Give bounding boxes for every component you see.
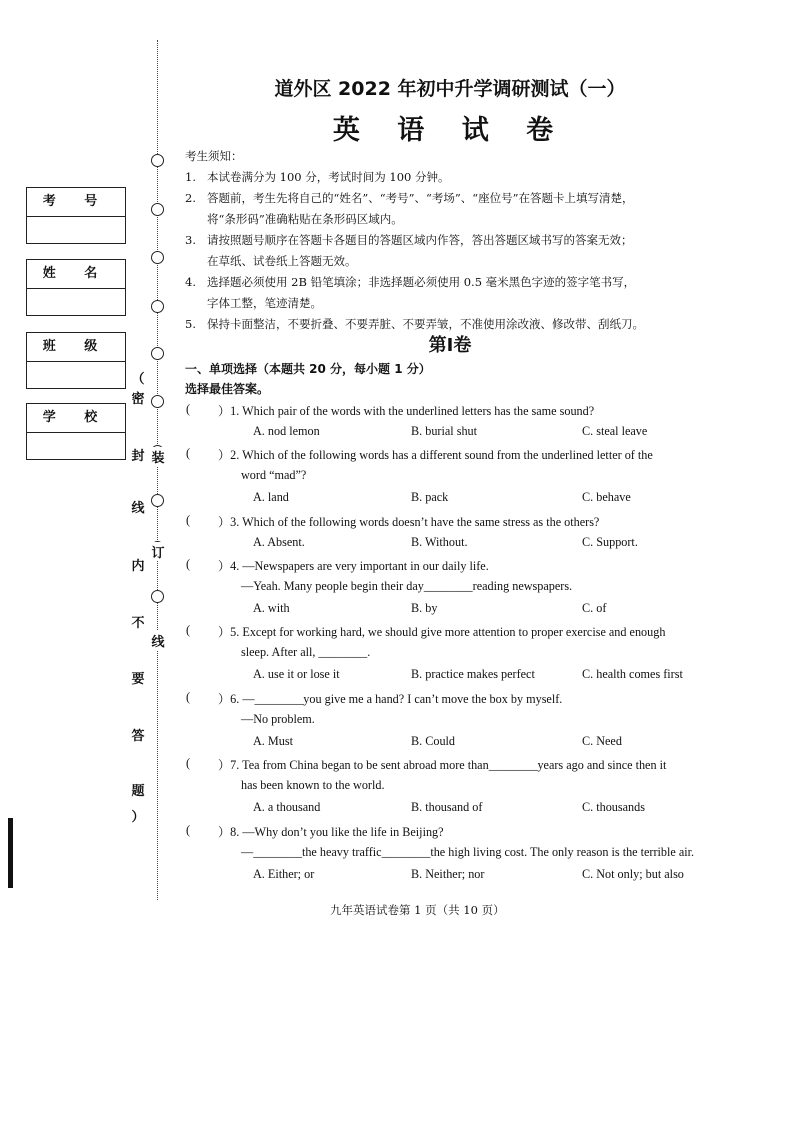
option-b: B. burial shut <box>411 424 478 438</box>
binding-dashed-line <box>157 40 158 900</box>
answer-paren[interactable]: ( <box>186 823 191 837</box>
note-line <box>185 230 725 251</box>
note-number: 2. <box>185 191 196 205</box>
answer-paren[interactable]: ( <box>186 446 191 460</box>
option-c: C. health comes first <box>582 667 683 681</box>
option-c: C. Need <box>582 734 622 748</box>
info-box-field[interactable] <box>27 217 125 243</box>
note-line <box>185 209 725 230</box>
note-number <box>185 209 207 230</box>
binding-char: 线 <box>150 631 166 650</box>
binding-hole <box>151 203 164 216</box>
option-c: C. steal leave <box>582 424 648 438</box>
binding-hole <box>151 395 164 408</box>
note-number <box>185 251 207 272</box>
option-b: B. thousand of <box>411 800 483 814</box>
seal-line-char: 密 <box>131 392 145 407</box>
option-c: C. Support. <box>582 535 638 549</box>
note-number: 1. <box>185 170 196 184</box>
option-b: B. pack <box>411 490 449 504</box>
option-b: B. Could <box>411 734 456 748</box>
question-stem: ）4. —Newspapers are very important in our daily life. <box>218 559 489 573</box>
option-c: C. behave <box>582 490 631 504</box>
note-text: 在草纸、试卷纸上答题无效。 <box>207 254 357 268</box>
info-box-label: 学 校 <box>27 404 125 433</box>
option-a: A. Either; or <box>253 867 315 881</box>
seal-line-char: ） <box>131 810 145 825</box>
seal-line-char: （ <box>131 372 145 387</box>
option-b: B. practice makes perfect <box>411 667 535 681</box>
question-stem-cont: sleep. After all, ________. <box>241 645 371 659</box>
seal-line-char: 线 <box>131 501 145 516</box>
info-box-label: 姓 名 <box>27 260 125 289</box>
note-text: 选择题必须使用 2B 铅笔填涂；非选择题必须使用 0.5 毫米黑色字迹的签字笔书写， <box>207 275 636 289</box>
option-b: B. by <box>411 601 438 615</box>
option-a: A. a thousand <box>253 800 321 814</box>
seal-line-char: 内 <box>131 559 145 574</box>
option-b: B. Neither; nor <box>411 867 485 881</box>
question-stem: ）6. —________you give me a hand? I can’t move the box by myself. <box>218 692 563 706</box>
question-stem-cont: has been known to the world. <box>241 778 385 792</box>
binding-hole <box>151 347 164 360</box>
info-box <box>26 187 126 244</box>
note-number: 5. <box>185 317 196 331</box>
answer-paren[interactable]: ( <box>186 402 191 416</box>
option-a: A. use it or lose it <box>253 667 340 681</box>
info-box <box>26 403 126 460</box>
question-stem-cont: —Yeah. Many people begin their day________reading newspapers. <box>241 579 573 593</box>
question-stem-cont: —________the heavy traffic________the high living cost. The only reason is the terrible air. <box>241 845 695 859</box>
note-text: 将“条形码”准确粘贴在条形码区域内。 <box>207 212 403 226</box>
option-a: A. nod lemon <box>253 424 320 438</box>
subject-title: 英 语 试 卷 <box>332 115 568 146</box>
binding-char: 订 <box>150 542 166 561</box>
info-box <box>26 332 126 389</box>
note-text: 保持卡面整洁，不要折叠、不要弄脏、不要弄皱，不准使用涂改液、修改带、刮纸刀。 <box>207 317 644 331</box>
binding-hole <box>151 494 164 507</box>
note-text: 字体工整，笔迹清楚。 <box>207 296 322 310</box>
seal-line-char: 不 <box>131 616 145 631</box>
answer-paren[interactable]: ( <box>186 756 191 770</box>
option-a: A. Must <box>253 734 293 748</box>
scan-mark <box>8 818 13 888</box>
answer-paren[interactable]: ( <box>186 623 191 637</box>
option-c: C. of <box>582 601 607 615</box>
answer-paren[interactable]: ( <box>186 557 191 571</box>
info-box-field[interactable] <box>27 289 125 315</box>
option-b: B. Without. <box>411 535 468 549</box>
option-c: C. thousands <box>582 800 645 814</box>
seal-line-char: 题 <box>131 784 145 799</box>
page-footer: 九年英语试卷第 1 页（共 10 页） <box>330 903 505 917</box>
answer-paren[interactable]: ( <box>186 690 191 704</box>
info-box-label: 考 号 <box>27 188 125 217</box>
note-number <box>185 293 207 314</box>
exam-notes <box>185 146 725 335</box>
question-stem: ）1. Which pair of the words with the underlined letters has the same sound? <box>218 404 595 418</box>
note-number: 3. <box>185 233 196 247</box>
question-stem: ）7. Tea from China began to be sent abroad more than________years ago and since then it <box>218 758 667 772</box>
section-title: 第Ⅰ卷 <box>428 335 472 356</box>
question-stem: ）3. Which of the following words doesn’t have the same stress as the others? <box>218 515 600 529</box>
exam-title: 道外区 2022 年初中升学调研测试（一） <box>274 78 626 100</box>
question-stem: ）8. —Why don’t you like the life in Beijing? <box>218 825 444 839</box>
note-number: 4. <box>185 275 196 289</box>
binding-hole <box>151 590 164 603</box>
note-text: 答题前，考生先将自己的“姓名”、“考号”、“考场”、“座位号”在答题卡上填写清楚， <box>207 191 634 205</box>
question-stem: ）2. Which of the following words has a different sound from the underlined letter of the <box>218 448 653 462</box>
seal-line-char: 答 <box>131 729 145 744</box>
part-heading: 一、单项选择（本题共 20 分，每小题 1 分） <box>185 362 431 376</box>
note-line <box>185 272 725 293</box>
option-a: A. land <box>253 490 289 504</box>
note-line <box>185 167 725 188</box>
option-a: A. Absent. <box>253 535 305 549</box>
question-stem-cont: —No problem. <box>241 712 315 726</box>
note-text: 请按照题号顺序在答题卡各题目的答题区域内作答，答出答题区域书写的答案无效； <box>207 233 633 247</box>
option-a: A. with <box>253 601 290 615</box>
question-stem-cont: word “mad”? <box>241 468 307 482</box>
note-text: 本试卷满分为 100 分，考试时间为 100 分钟。 <box>207 170 450 184</box>
info-box-label: 班 级 <box>27 333 125 362</box>
binding-hole <box>151 251 164 264</box>
part-instruction: 选择最佳答案。 <box>185 382 270 396</box>
note-line <box>185 293 725 314</box>
info-box-field[interactable] <box>27 433 125 459</box>
note-line <box>185 251 725 272</box>
info-box <box>26 259 126 316</box>
seal-line-char: 要 <box>131 672 145 687</box>
binding-hole <box>151 154 164 167</box>
seal-line-char: 封 <box>131 449 145 464</box>
option-c: C. Not only; but also <box>582 867 684 881</box>
info-box-field[interactable] <box>27 362 125 388</box>
note-line <box>185 188 725 209</box>
binding-hole <box>151 300 164 313</box>
binding-char: 装 <box>150 447 166 466</box>
answer-paren[interactable]: ( <box>186 513 191 527</box>
question-stem: ）5. Except for working hard, we should give more attention to proper exercise and enough <box>218 625 666 639</box>
notes-heading: 考生须知： <box>185 149 243 163</box>
